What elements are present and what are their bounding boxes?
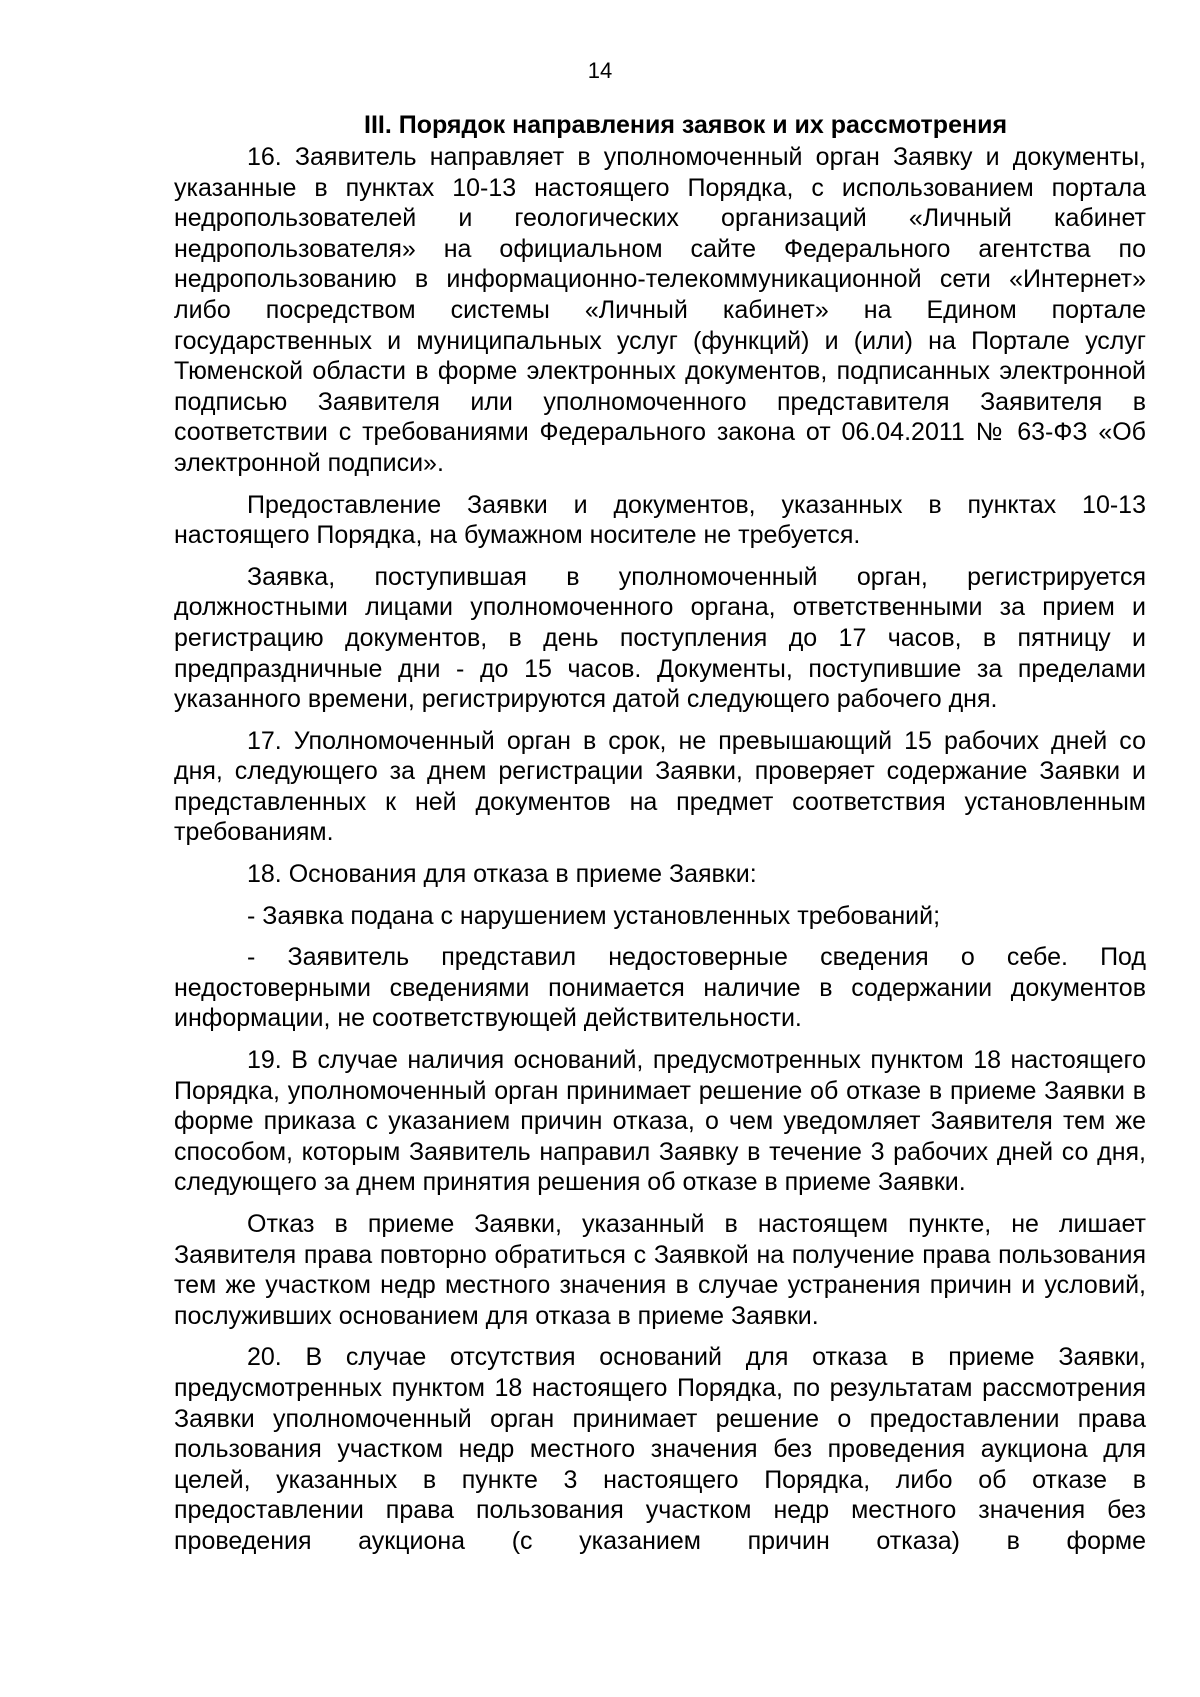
- paragraph-18: 18. Основания для отказа в приеме Заявки:: [247, 860, 757, 889]
- paragraph-20: 20. В случае отсутствия оснований для отказа в приеме Заявки, предусмотренных пунктом 18 настоящего Порядка, по результатам рассмотрения Заявки уполномоченный орган принимает решение о предоставлении права пользования участком недр местного значения без проведения аукциона для целей, указанных в пункте 3 настоящего Порядка, либо об отказе в предоставлении права пользования участком недр местного значения без проведения аукциона (с указанием причин отказа) в форме: [174, 1343, 1146, 1555]
- paragraph-registration: Заявка, поступившая в уполномоченный орган, регистрируется должностными лицами уполномоченного органа, ответственными за прием и регистрацию документов, в день поступления до 17 часов, в пятницу и предпраздничные дни - до 15 часов. Документы, поступившие за пределами указанного времени, регистрируются датой следующего рабочего дня.: [174, 562, 1146, 714]
- document-body: [174, 110, 1146, 1568]
- paragraph-18-item-1: - Заявка подана с нарушением установленных требований;: [247, 901, 941, 930]
- paragraph-19: 19. В случае наличия оснований, предусмотренных пунктом 18 настоящего Порядка, уполномоченный орган принимает решение об отказе в приеме Заявки в форме приказа с указанием причин отказа, о чем уведомляет Заявителя тем же способом, которым Заявитель направил Заявку в течение 3 рабочих дней со дня, следующего за днем принятия решения об отказе в приеме Заявки.: [174, 1046, 1146, 1197]
- paragraph-17: 17. Уполномоченный орган в срок, не превышающий 15 рабочих дней со дня, следующего за днем регистрации Заявки, проверяет содержание Заявки и представленных к ней документов на предмет соответствия установленным требованиям.: [174, 726, 1146, 847]
- paragraph-refusal-no-deprivation: Отказ в приеме Заявки, указанный в настоящем пункте, не лишает Заявителя права повторно обратиться с Заявкой на получение права пользования тем же участком недр местного значения в случае устранения причин и условий, послуживших основанием для отказа в приеме Заявки.: [174, 1210, 1146, 1330]
- page-number: 14: [587, 58, 613, 83]
- paragraph-paper-not-required: Предоставление Заявки и документов, указанных в пунктах 10-13 настоящего Порядка, на бумажном носителе не требуется.: [174, 490, 1146, 550]
- paragraph-16: 16. Заявитель направляет в уполномоченный орган Заявку и документы, указанные в пунктах 10-13 настоящего Порядка, с использованием портала недропользователей и геологических организаций «Личный кабинет недропользователя» на официальном сайте Федерального агентства по недропользованию в информационно-телекоммуникационной сети «Интернет» либо посредством системы «Личный кабинет» на Едином портале государственных и муниципальных услуг (функций) и (или) на Портале услуг Тюменской области в форме электронных документов, подписанных электронной подписью Заявителя или уполномоченного представителя Заявителя в соответствии с требованиями Федерального закона от 06.04.2011 № 63-ФЗ «Об электронной подписи».: [174, 143, 1146, 477]
- section-title: III. Порядок направления заявок и их рассмотрения: [364, 111, 1008, 139]
- paragraph-18-item-2: - Заявитель представил недостоверные сведения о себе. Под недостоверными сведениями понимается наличие в содержании документов информации, не соответствующей действительности.: [174, 943, 1146, 1033]
